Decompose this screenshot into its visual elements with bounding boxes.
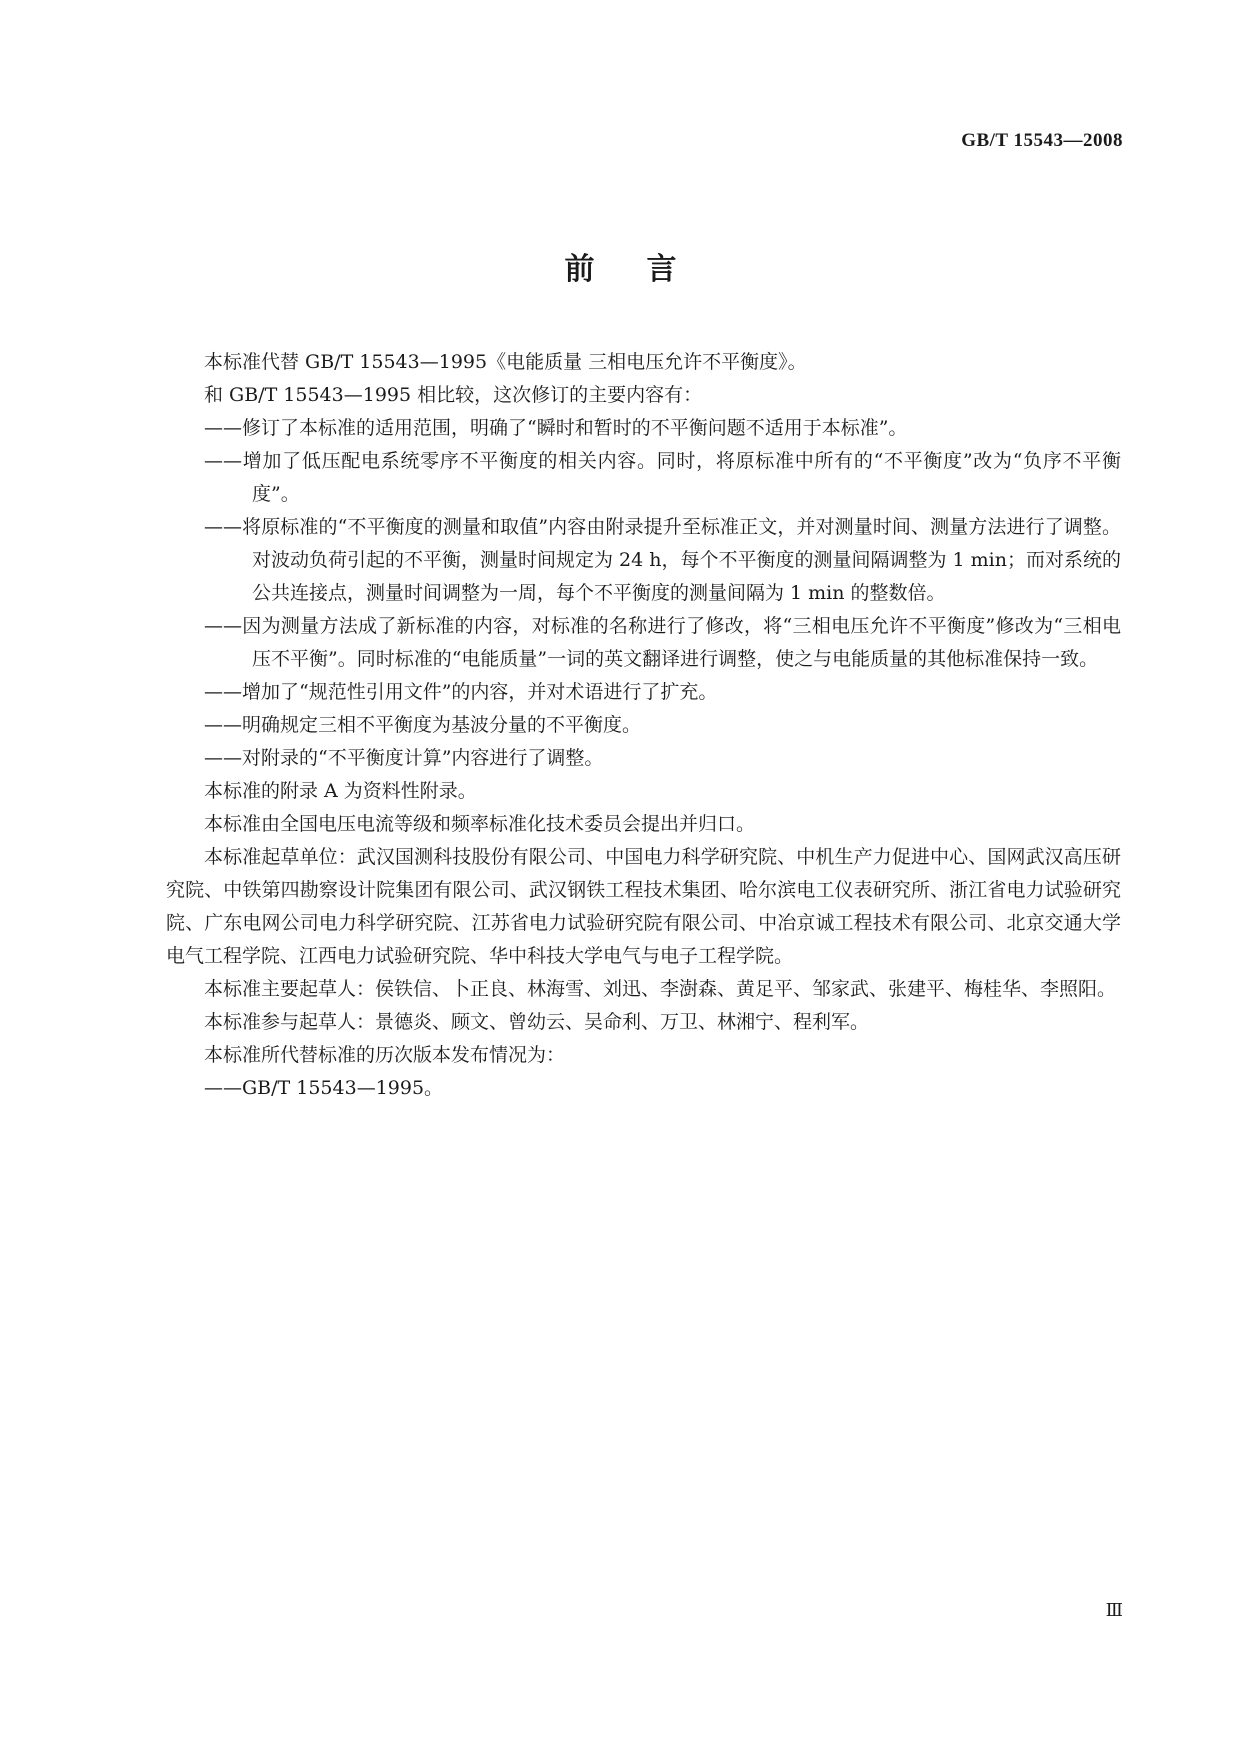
paragraph-history-intro: 本标准所代替标准的历次版本发布情况为： [204,1044,566,1066]
change-item-scope: ——修订了本标准的适用范围，明确了“瞬时和暂时的不平衡问题不适用于本标准”。 [204,417,908,439]
change-item-title-rename: ——因为测量方法成了新标准的内容，对标准的名称进行了修改，将“三相电压允许不平衡度”修改为“三相电压不平衡”。同时标准的“电能质量”一词的英文翻译进行调整，使之与电能质量的其他标准保持一致。 [204,615,1121,670]
change-item-normative-references: ——增加了“规范性引用文件”的内容，并对术语进行了扩充。 [204,681,718,703]
paragraph-drafting-units: 本标准起草单位：武汉国测科技股份有限公司、中国电力科学研究院、中机生产力促进中心、国网武汉高压研究院、中铁第四勘察设计院集团有限公司、武汉钢铁工程技术集团、哈尔滨电工仪表研究所、浙江省电力试验研究院、广东电网公司电力科学研究院、江苏省电力试验研究院有限公司、中冶京诚工程技术有限公司、北京交通大学电气工程学院、江西电力试验研究院、华中科技大学电气与电子工程学院。 [166,846,1121,967]
paragraph-main-drafters: 本标准主要起草人：侯铁信、卜正良、林海雪、刘迅、李澍森、黄足平、邹家武、张建平、梅桂华、李照阳。 [204,978,1117,1000]
paragraph-participating-drafters: 本标准参与起草人：景德炎、顾文、曾幼云、吴命利、万卫、林湘宁、程利军。 [204,1011,870,1033]
paragraph-history-item: ——GB/T 15543—1995。 [204,1077,444,1099]
standard-code: GB/T 15543—2008 [961,130,1123,151]
preface-body [166,346,1121,1105]
page-number: Ⅲ [1105,1600,1123,1620]
change-item-measurement: ——将原标准的“不平衡度的测量和取值”内容由附录提升至标准正文，并对测量时间、测量方法进行了调整。对波动负荷引起的不平衡，测量时间规定为 24 h，每个不平衡度的测量间隔调整为 1 min；而对系统的公共连接点，测量时间调整为一周，每个不平衡度的测量间隔为 1 min 的整数倍。 [204,516,1121,604]
change-item-fundamental: ——明确规定三相不平衡度为基波分量的不平衡度。 [204,714,642,736]
paragraph-annex-a: 本标准的附录 A 为资料性附录。 [204,780,477,802]
change-item-zero-sequence: ——增加了低压配电系统零序不平衡度的相关内容。同时，将原标准中所有的“不平衡度”改为“负序不平衡度”。 [204,450,1121,505]
paragraph-proposer: 本标准由全国电压电流等级和频率标准化技术委员会提出并归口。 [204,813,756,835]
paragraph-comparison-intro: 和 GB/T 15543—1995 相比较，这次修订的主要内容有： [204,384,703,406]
paragraph-replaces: 本标准代替 GB/T 15543—1995《电能质量 三相电压允许不平衡度》。 [204,351,807,373]
change-item-annex-calculation: ——对附录的“不平衡度计算”内容进行了调整。 [204,747,604,769]
page-title: 前言 [564,252,729,287]
